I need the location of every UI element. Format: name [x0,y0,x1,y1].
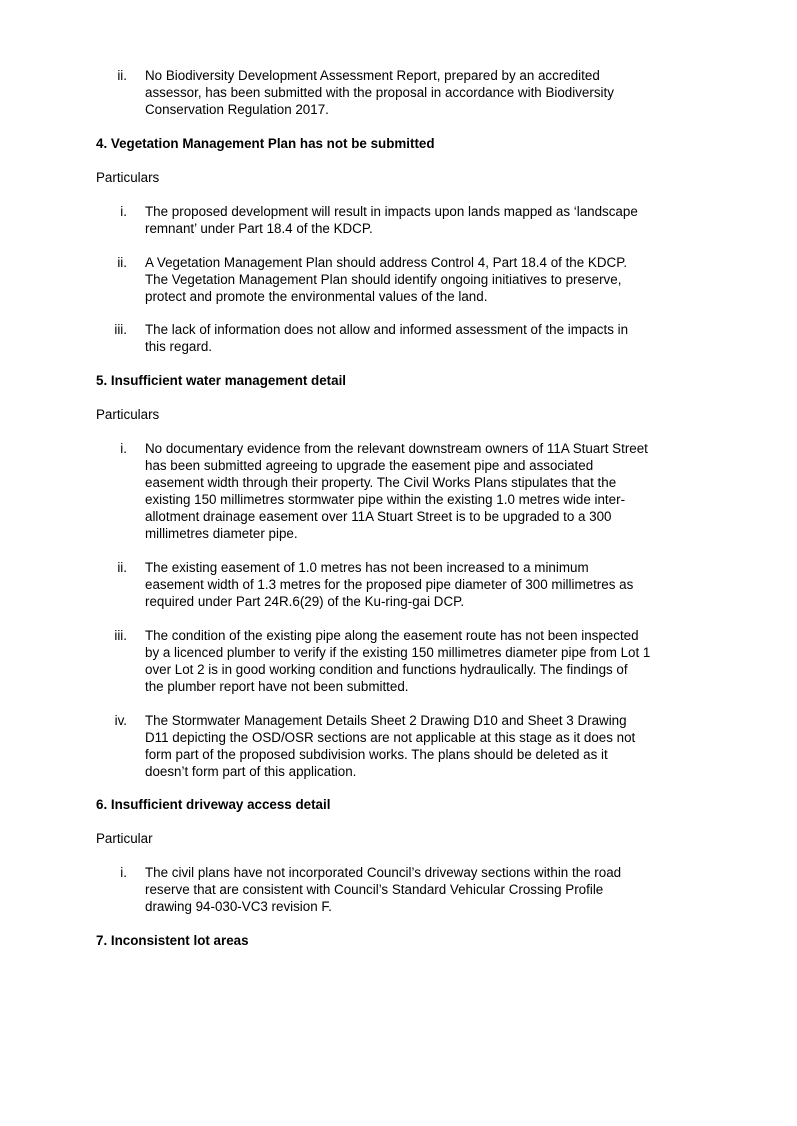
list-item-number: iv. [114,713,127,728]
particulars-label: Particular [96,831,153,846]
list-item-number: i. [120,204,127,219]
list-item-text: No Biodiversity Development Assessment Report, prepared by an accredited assessor, has been submitted with the proposal in accordance with Biodiversity Conservation Regulation 2017. [145,68,614,117]
section-heading-7: 7. Inconsistent lot areas [96,933,249,948]
list-item-text: The existing easement of 1.0 metres has not been increased to a minimum easement width of 1.3 metres for the proposed pipe diameter of 300 millimetres as required under Part 24R.6(29) of the Ku-ring-gai DCP. [145,560,634,609]
list-item-text: The condition of the existing pipe along the easement route has not been inspected by a licenced plumber to verify if the existing 150 millimetres diameter pipe from Lot 1 over Lot 2 is in good working condition and functions hydraulically. The findings of the plumber report have not been submitted. [145,628,651,694]
particulars-label: Particulars [96,407,160,422]
particulars-label: Particulars [96,170,160,185]
list-item-text: The civil plans have not incorporated Council’s driveway sections within the road reserve that are consistent with Council’s Standard Vehicular Crossing Profile drawing 94-030-VC3 revision F. [145,865,622,914]
list-item-text: The proposed development will result in impacts upon lands mapped as ‘landscape remnant’ under Part 18.4 of the KDCP. [145,204,638,236]
list-item-text: A Vegetation Management Plan should address Control 4, Part 18.4 of the KDCP. The Vegetation Management Plan should identify ongoing initiatives to preserve, protect and promote the environmental values of the land. [145,255,628,304]
list-item-text: The Stormwater Management Details Sheet 2 Drawing D10 and Sheet 3 Drawing D11 depicting the OSD/OSR sections are not applicable at this stage as it does not form part of the proposed subdivision works. The plans should be deleted as it doesn’t form part of this application. [145,713,636,779]
list-item-text: No documentary evidence from the relevant downstream owners of 11A Stuart Street has been submitted agreeing to upgrade the easement pipe and associated easement width through their property. The Civil Works Plans stipulates that the existing 150 millimetres stormwater pipe within the existing 1.0 metres wide inter- allotment drainage easement over 11A Stuart Street is to be upgraded to a 300 millimetres diameter pipe. [145,441,648,541]
section-heading-4: 4. Vegetation Management Plan has not be submitted [96,136,435,151]
section-heading-5: 5. Insufficient water management detail [96,373,347,388]
list-item-number: ii. [117,255,127,270]
list-item-text: The lack of information does not allow and informed assessment of the impacts in this regard. [145,322,629,354]
list-item-number: ii. [117,68,127,83]
section-heading-6: 6. Insufficient driveway access detail [96,797,331,812]
list-item-number: iii. [114,322,127,337]
list-item-number: iii. [114,628,127,643]
list-item-number: ii. [117,560,127,575]
list-item-number: i. [120,865,127,880]
list-item-number: i. [120,441,127,456]
